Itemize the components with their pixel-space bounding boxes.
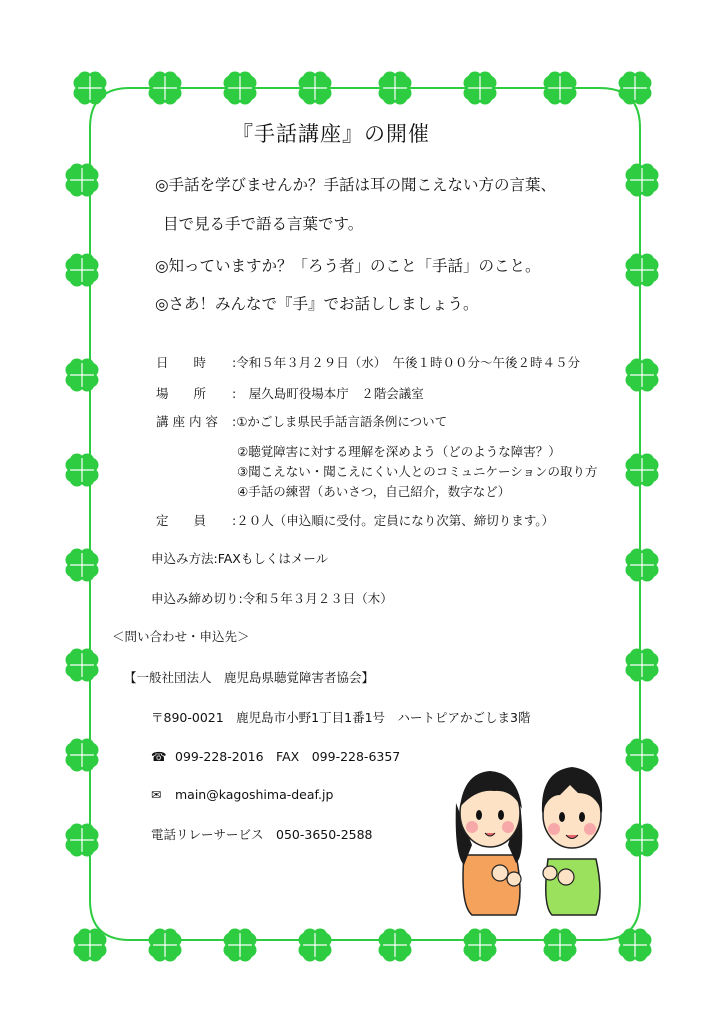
clover-icon <box>379 929 412 962</box>
clover-icon <box>626 454 659 487</box>
clover-icon <box>66 549 99 582</box>
application-method: 申込み方法:FAXもしくはメール <box>151 551 329 566</box>
email-text[interactable]: main@kagoshima-deaf.jp <box>175 787 334 802</box>
clover-icon <box>66 824 99 857</box>
clover-icon <box>626 359 659 392</box>
clover-icon <box>464 929 497 962</box>
phone-fax-text: 099-228-2016 FAX 099-228-6357 <box>175 749 401 764</box>
clover-icon <box>626 164 659 197</box>
intro-line-2: 目で見る手で語る言葉です。 <box>163 215 364 233</box>
content-item-2: ②聴覚障害に対する理解を深めよう（どのような障害？） <box>237 444 561 459</box>
mail-icon: ✉ <box>151 787 162 802</box>
clover-icon <box>66 359 99 392</box>
content-item-3: ③聞こえない・聞こえにくい人とのコミュニケーションの取り方 <box>237 464 598 479</box>
place-row <box>156 384 424 402</box>
content-item-1: :①かごしま県民手話言語条例について <box>232 414 448 429</box>
clover-icon <box>619 929 652 962</box>
girl-figure <box>456 771 523 915</box>
clover-icon <box>224 929 257 962</box>
intro-line-1: ◎手話を学びませんか？手話は耳の聞こえない方の言葉、 <box>155 176 557 194</box>
datetime-row <box>156 353 580 371</box>
application-deadline: 申込み締め切り:令和５年３月２３日（木） <box>151 591 393 606</box>
clover-icon <box>224 72 257 105</box>
contact-heading: ＜問い合わせ・申込先＞ <box>112 629 250 644</box>
clover-icon <box>299 929 332 962</box>
phone-fax-row <box>151 747 400 765</box>
clover-icon <box>464 72 497 105</box>
intro-line-3: ◎知っていますか？「ろう者」のこと「手話」のこと。 <box>155 257 541 275</box>
datetime-value: :令和５年３月２９日（水） 午後１時００分〜午後２時４５分 <box>232 355 580 370</box>
clover-icon <box>626 549 659 582</box>
clover-icon <box>66 649 99 682</box>
content-item-4: ④手話の練習（あいさつ，自己紹介，数字など） <box>237 484 511 499</box>
clover-icon <box>544 72 577 105</box>
clover-icon <box>66 739 99 772</box>
postal-address: 〒890-0021 鹿児島市小野1丁目1番1号 ハートピアかごしま3階 <box>151 710 531 725</box>
clover-icon <box>74 72 107 105</box>
clover-icon <box>66 254 99 287</box>
capacity-value: :２０人（申込順に受付。定員になり次第、締切ります。） <box>232 513 554 528</box>
clover-icon <box>149 929 182 962</box>
page-title: 『手話講座』の開催 <box>232 122 430 146</box>
clover-icon <box>626 824 659 857</box>
phone-icon: ☎ <box>151 749 167 764</box>
children-signing-illustration <box>450 755 610 920</box>
clover-icon <box>66 164 99 197</box>
clover-icon <box>74 929 107 962</box>
clover-icon <box>626 254 659 287</box>
organization-name: 【一般社団法人 鹿児島県聴覚障害者協会】 <box>124 670 375 685</box>
place-value: : 屋久島町役場本庁 ２階会議室 <box>232 386 424 401</box>
capacity-row <box>156 511 554 529</box>
clover-icon <box>544 929 577 962</box>
clover-icon <box>626 649 659 682</box>
intro-line-4: ◎さあ！みんなで『手』でお話ししましょう。 <box>155 295 479 313</box>
clover-icon <box>379 72 412 105</box>
clover-icon <box>626 739 659 772</box>
clover-icon <box>66 454 99 487</box>
content-row <box>156 412 447 430</box>
boy-figure <box>542 767 602 915</box>
email-row <box>151 787 333 802</box>
relay-service: 電話リレーサービス 050-3650-2588 <box>151 827 373 842</box>
clover-icon <box>299 72 332 105</box>
clover-icon <box>149 72 182 105</box>
capacity-label: 定 員 <box>156 513 207 528</box>
clover-icon <box>619 72 652 105</box>
datetime-label: 日 時 <box>156 355 207 370</box>
place-label: 場 所 <box>156 386 207 401</box>
content-label: 講 座 内 容 <box>156 414 218 429</box>
